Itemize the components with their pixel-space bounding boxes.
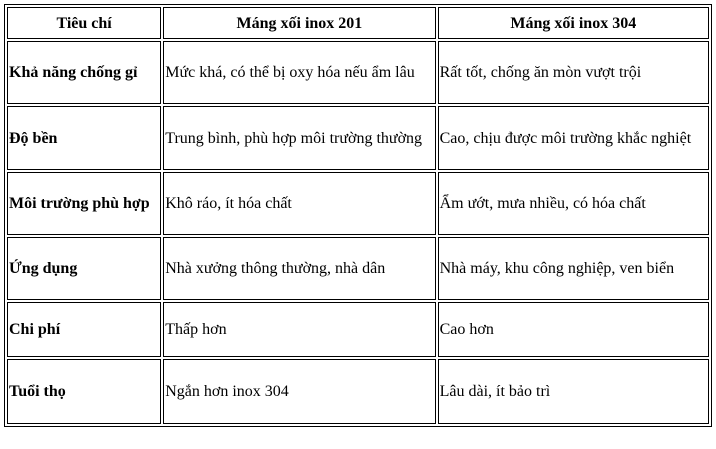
table-row <box>7 172 709 235</box>
inox-304-cell: Cao hơn <box>438 302 709 357</box>
header-criterion: Tiêu chí <box>7 7 161 39</box>
criterion-cell: Tuổi thọ <box>7 359 161 424</box>
inox-201-cell: Ngắn hơn inox 304 <box>163 359 435 424</box>
criterion-cell: Chi phí <box>7 302 161 357</box>
comparison-table-container <box>4 4 712 427</box>
inox-304-cell: Rất tốt, chống ăn mòn vượt trội <box>438 41 709 104</box>
criterion-cell: Ứng dụng <box>7 237 161 300</box>
inox-304-cell: Lâu dài, ít bảo trì <box>438 359 709 424</box>
inox-201-cell: Nhà xưởng thông thường, nhà dân <box>163 237 435 300</box>
table-row <box>7 237 709 300</box>
inox-201-cell: Thấp hơn <box>163 302 435 357</box>
comparison-table <box>4 4 712 427</box>
inox-201-cell: Khô ráo, ít hóa chất <box>163 172 435 235</box>
criterion-cell: Môi trường phù hợp <box>7 172 161 235</box>
table-row <box>7 302 709 357</box>
criterion-cell: Khả năng chống gỉ <box>7 41 161 104</box>
inox-304-cell: Nhà máy, khu công nghiệp, ven biển <box>438 237 709 300</box>
inox-201-cell: Mức khá, có thể bị oxy hóa nếu ẩm lâu <box>163 41 435 104</box>
inox-304-cell: Cao, chịu được môi trường khắc nghiệt <box>438 106 709 170</box>
criterion-cell: Độ bền <box>7 106 161 170</box>
header-inox-201: Máng xối inox 201 <box>163 7 435 39</box>
header-inox-304: Máng xối inox 304 <box>438 7 709 39</box>
inox-304-cell: Ẩm ướt, mưa nhiều, có hóa chất <box>438 172 709 235</box>
table-row <box>7 41 709 104</box>
table-row <box>7 106 709 170</box>
table-row <box>7 359 709 424</box>
inox-201-cell: Trung bình, phù hợp môi trường thường <box>163 106 435 170</box>
table-header-row <box>7 7 709 39</box>
